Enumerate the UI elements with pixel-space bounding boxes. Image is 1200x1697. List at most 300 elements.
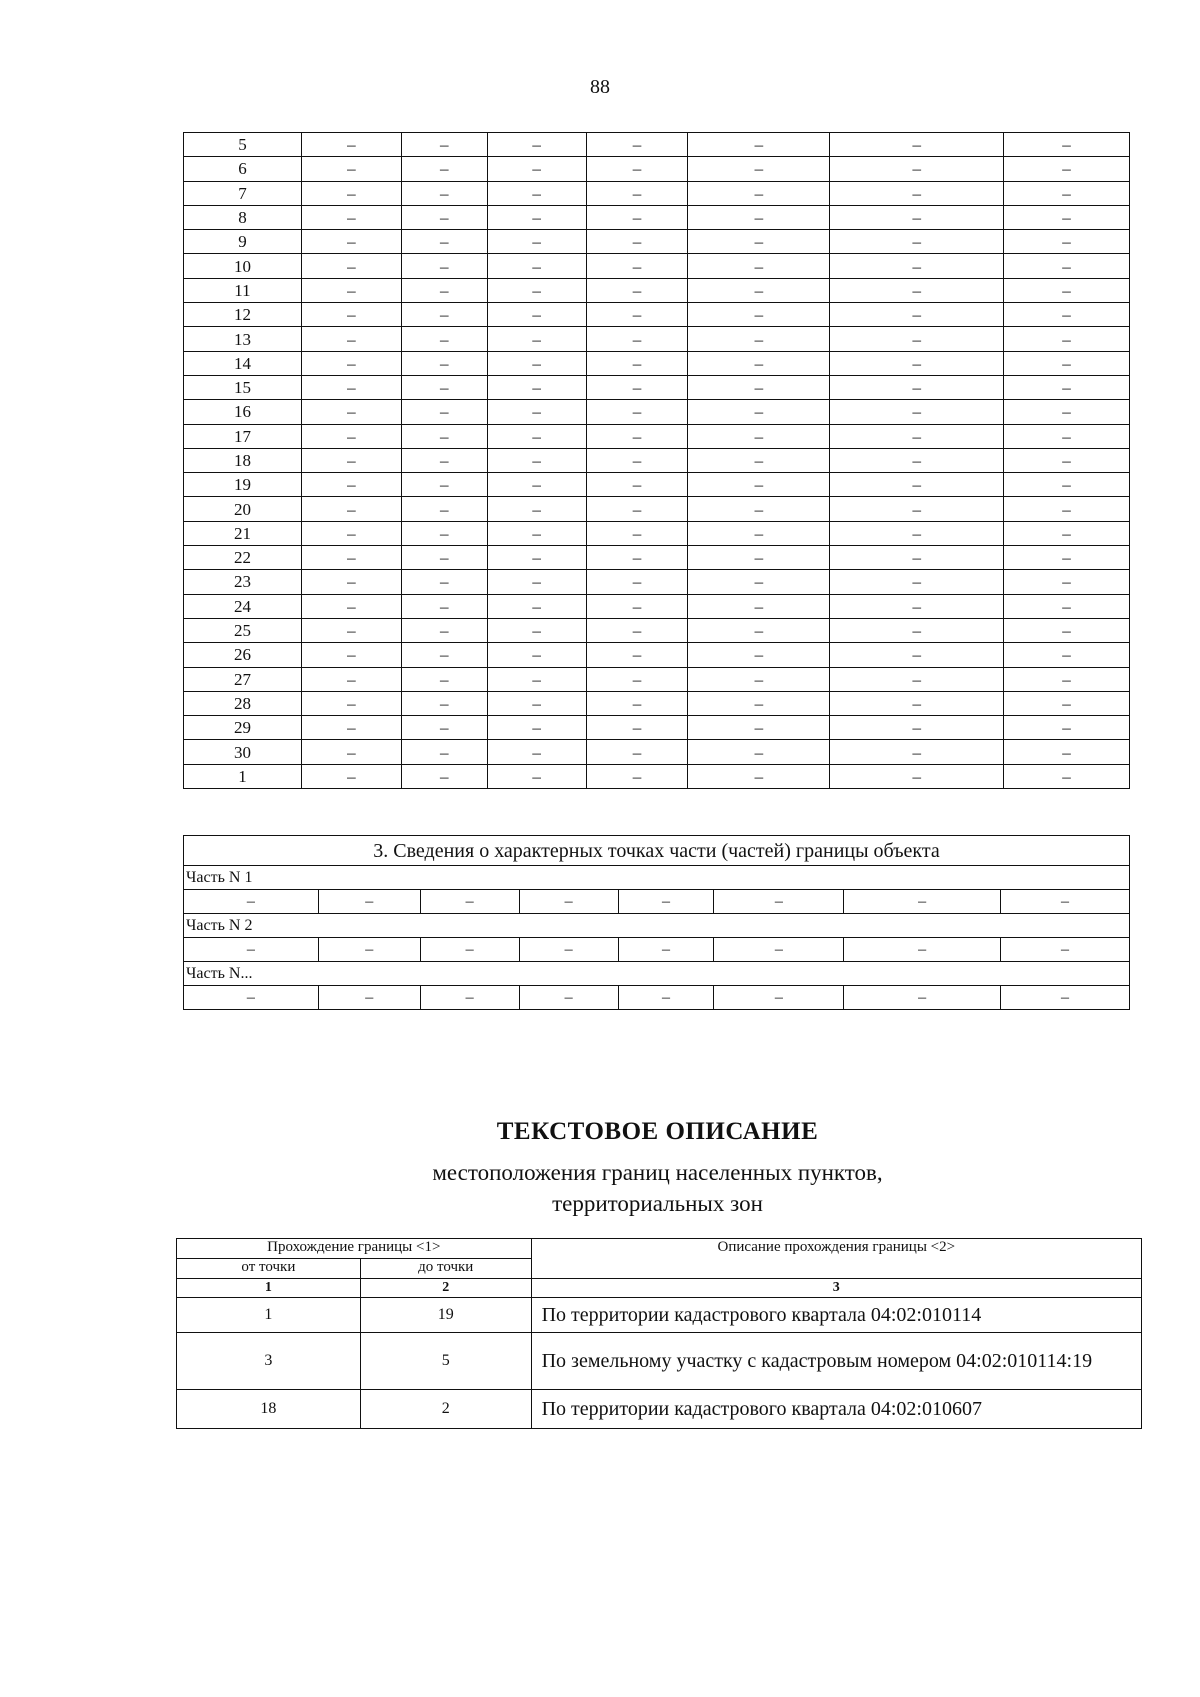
- table-cell: –: [688, 230, 830, 254]
- table-cell: –: [301, 740, 401, 764]
- table-cell: –: [401, 473, 487, 497]
- table-cell: –: [401, 351, 487, 375]
- point-number: 8: [184, 205, 302, 229]
- table-cell: –: [688, 546, 830, 570]
- table-cell: –: [401, 400, 487, 424]
- table-cell: –: [1004, 691, 1130, 715]
- object-parts-table: [183, 835, 1130, 1010]
- point-number: 27: [184, 667, 302, 691]
- point-number: 17: [184, 424, 302, 448]
- table-cell: –: [301, 254, 401, 278]
- header-boundary-passage: Прохождение границы <1>: [177, 1239, 532, 1259]
- to-point: 2: [360, 1390, 531, 1429]
- table-row: [184, 254, 1130, 278]
- table-row: [184, 473, 1130, 497]
- table-cell: –: [487, 254, 586, 278]
- table-cell: –: [714, 986, 844, 1010]
- point-number: 1: [184, 764, 302, 788]
- table-cell: –: [688, 497, 830, 521]
- point-number: 9: [184, 230, 302, 254]
- table-row: [184, 327, 1130, 351]
- from-point: 3: [177, 1333, 361, 1390]
- table-cell: –: [301, 716, 401, 740]
- table-cell: –: [586, 667, 688, 691]
- table-cell: –: [1004, 205, 1130, 229]
- table-cell: –: [301, 764, 401, 788]
- table-cell: –: [688, 594, 830, 618]
- table-row: [184, 375, 1130, 399]
- table-cell: –: [586, 157, 688, 181]
- table-cell: –: [688, 521, 830, 545]
- table-cell: –: [586, 230, 688, 254]
- point-number: 29: [184, 716, 302, 740]
- table-cell: –: [401, 570, 487, 594]
- header-from-point: от точки: [177, 1259, 361, 1279]
- table-cell: –: [586, 303, 688, 327]
- table-cell: –: [301, 230, 401, 254]
- table-cell: –: [618, 986, 714, 1010]
- table-cell: –: [420, 938, 519, 962]
- table-cell: –: [301, 278, 401, 302]
- table-cell: –: [487, 424, 586, 448]
- point-number: 30: [184, 740, 302, 764]
- table-cell: –: [714, 938, 844, 962]
- table-cell: –: [830, 205, 1004, 229]
- table-cell: –: [420, 986, 519, 1010]
- table-cell: –: [1004, 181, 1130, 205]
- table-row: [184, 351, 1130, 375]
- boundary-description: По территории кадастрового квартала 04:02:010607: [531, 1390, 1141, 1429]
- table-cell: –: [1004, 570, 1130, 594]
- table-cell: –: [618, 938, 714, 962]
- table-cell: –: [301, 400, 401, 424]
- to-point: 19: [360, 1298, 531, 1333]
- table-row: [184, 643, 1130, 667]
- table-cell: –: [688, 133, 830, 157]
- table-cell: –: [301, 497, 401, 521]
- table-cell: –: [401, 643, 487, 667]
- table-cell: –: [401, 278, 487, 302]
- table-cell: –: [1004, 716, 1130, 740]
- point-number: 14: [184, 351, 302, 375]
- table-cell: –: [1004, 497, 1130, 521]
- table-cell: –: [688, 351, 830, 375]
- table-cell: –: [1001, 890, 1130, 914]
- table-cell: –: [688, 400, 830, 424]
- table-cell: –: [830, 667, 1004, 691]
- table-cell: –: [688, 691, 830, 715]
- table-cell: –: [487, 400, 586, 424]
- table-cell: –: [1004, 230, 1130, 254]
- table-cell: –: [301, 375, 401, 399]
- table-cell: –: [688, 570, 830, 594]
- table-cell: –: [401, 764, 487, 788]
- table-cell: –: [830, 594, 1004, 618]
- table-cell: –: [301, 667, 401, 691]
- table-cell: –: [301, 521, 401, 545]
- boundary-description: По территории кадастрового квартала 04:02:010114: [531, 1298, 1141, 1333]
- table-row: [184, 400, 1130, 424]
- table-row: [184, 303, 1130, 327]
- table-cell: –: [1004, 448, 1130, 472]
- point-number: 10: [184, 254, 302, 278]
- table-cell: –: [830, 546, 1004, 570]
- table-cell: –: [830, 716, 1004, 740]
- table-cell: –: [586, 521, 688, 545]
- table-cell: –: [487, 205, 586, 229]
- table-cell: –: [1004, 764, 1130, 788]
- from-point: 1: [177, 1298, 361, 1333]
- table-cell: –: [487, 327, 586, 351]
- page-number: 88: [590, 76, 610, 98]
- table-cell: –: [301, 594, 401, 618]
- table-cell: –: [688, 375, 830, 399]
- table-cell: –: [301, 157, 401, 181]
- point-number: 26: [184, 643, 302, 667]
- point-number: 15: [184, 375, 302, 399]
- table-cell: –: [830, 303, 1004, 327]
- table-cell: –: [844, 890, 1001, 914]
- table-cell: –: [586, 133, 688, 157]
- table-row: [177, 1390, 1142, 1429]
- table-cell: –: [1004, 254, 1130, 278]
- table-row: [184, 157, 1130, 181]
- table-cell: –: [714, 890, 844, 914]
- point-number: 21: [184, 521, 302, 545]
- table-row: [184, 546, 1130, 570]
- table-cell: –: [830, 570, 1004, 594]
- table-row: [184, 230, 1130, 254]
- from-point: 18: [177, 1390, 361, 1429]
- point-number: 19: [184, 473, 302, 497]
- table-cell: –: [487, 521, 586, 545]
- table-row: [184, 497, 1130, 521]
- table-cell: –: [688, 254, 830, 278]
- point-number: 18: [184, 448, 302, 472]
- boundary-description: По земельному участку с кадастровым номером 04:02:010114:19: [531, 1333, 1141, 1390]
- table-cell: –: [830, 473, 1004, 497]
- table-cell: –: [688, 667, 830, 691]
- table-row: [184, 618, 1130, 642]
- part-label: Часть N 2: [184, 914, 1130, 938]
- table-cell: –: [1004, 303, 1130, 327]
- point-number: 6: [184, 157, 302, 181]
- table-cell: –: [487, 448, 586, 472]
- point-number: 12: [184, 303, 302, 327]
- table-cell: –: [830, 400, 1004, 424]
- table-cell: –: [401, 230, 487, 254]
- table-cell: –: [301, 473, 401, 497]
- point-number: 16: [184, 400, 302, 424]
- table-cell: –: [1004, 667, 1130, 691]
- table-cell: –: [688, 618, 830, 642]
- table-cell: –: [1004, 375, 1130, 399]
- table-row: [184, 764, 1130, 788]
- table-row: [184, 521, 1130, 545]
- point-number: 23: [184, 570, 302, 594]
- table-cell: –: [487, 157, 586, 181]
- table-cell: –: [519, 938, 618, 962]
- column-number: 1: [177, 1279, 361, 1298]
- table-cell: –: [487, 473, 586, 497]
- table-cell: –: [586, 448, 688, 472]
- table-cell: –: [487, 375, 586, 399]
- table-cell: –: [688, 327, 830, 351]
- table-row: [177, 1298, 1142, 1333]
- table-cell: –: [1004, 400, 1130, 424]
- table-cell: –: [318, 986, 420, 1010]
- part-label: Часть N 1: [184, 866, 1130, 890]
- table-cell: –: [1004, 521, 1130, 545]
- table-cell: –: [586, 351, 688, 375]
- table-row: [184, 133, 1130, 157]
- table-cell: –: [586, 691, 688, 715]
- table-cell: –: [1001, 938, 1130, 962]
- table-cell: –: [301, 303, 401, 327]
- table-cell: –: [586, 716, 688, 740]
- table-cell: –: [586, 400, 688, 424]
- table-cell: –: [401, 740, 487, 764]
- point-number: 22: [184, 546, 302, 570]
- part-label: Часть N...: [184, 962, 1130, 986]
- table-row: [184, 278, 1130, 302]
- table-cell: –: [1004, 327, 1130, 351]
- table-row: [184, 667, 1130, 691]
- boundary-points-table: [183, 132, 1130, 789]
- table-cell: –: [318, 938, 420, 962]
- table-cell: –: [401, 133, 487, 157]
- table-cell: –: [487, 230, 586, 254]
- table-cell: –: [586, 570, 688, 594]
- table-cell: –: [688, 740, 830, 764]
- table-cell: –: [301, 691, 401, 715]
- table-cell: –: [1004, 351, 1130, 375]
- table-cell: –: [688, 181, 830, 205]
- table-cell: –: [688, 303, 830, 327]
- table-cell: –: [586, 327, 688, 351]
- description-subtitle: территориальных зон: [552, 1191, 763, 1216]
- table-cell: –: [401, 157, 487, 181]
- table-row: [184, 938, 1130, 962]
- table-cell: –: [401, 594, 487, 618]
- table-cell: –: [586, 618, 688, 642]
- point-number: 20: [184, 497, 302, 521]
- table-cell: –: [301, 351, 401, 375]
- table-cell: –: [401, 716, 487, 740]
- table-cell: –: [301, 181, 401, 205]
- table-cell: –: [301, 448, 401, 472]
- table-cell: –: [487, 497, 586, 521]
- table-row: [184, 716, 1130, 740]
- table-cell: –: [1004, 278, 1130, 302]
- table-cell: –: [688, 157, 830, 181]
- table-cell: –: [830, 691, 1004, 715]
- table-cell: –: [586, 497, 688, 521]
- table-cell: –: [401, 691, 487, 715]
- table-cell: –: [301, 205, 401, 229]
- table-cell: –: [586, 594, 688, 618]
- table-cell: –: [618, 890, 714, 914]
- table-cell: –: [688, 278, 830, 302]
- table-cell: –: [401, 375, 487, 399]
- table-cell: –: [487, 570, 586, 594]
- table-cell: –: [401, 254, 487, 278]
- table-cell: –: [830, 740, 1004, 764]
- header-boundary-description: Описание прохождения границы <2>: [531, 1239, 1141, 1279]
- table-cell: –: [830, 424, 1004, 448]
- parts-table-title: 3. Сведения о характерных точках части (частей) границы объекта: [184, 836, 1130, 866]
- table-cell: –: [586, 473, 688, 497]
- table-cell: –: [487, 618, 586, 642]
- table-cell: –: [586, 546, 688, 570]
- table-cell: –: [487, 764, 586, 788]
- table-cell: –: [586, 254, 688, 278]
- point-number: 11: [184, 278, 302, 302]
- table-cell: –: [301, 618, 401, 642]
- table-cell: –: [586, 643, 688, 667]
- table-cell: –: [184, 938, 319, 962]
- table-cell: –: [487, 740, 586, 764]
- header-to-point: до точки: [360, 1259, 531, 1279]
- table-cell: –: [844, 986, 1001, 1010]
- point-number: 7: [184, 181, 302, 205]
- table-cell: –: [688, 424, 830, 448]
- point-number: 5: [184, 133, 302, 157]
- table-cell: –: [830, 764, 1004, 788]
- table-cell: –: [318, 890, 420, 914]
- table-cell: –: [401, 618, 487, 642]
- table-cell: –: [830, 181, 1004, 205]
- table-cell: –: [586, 181, 688, 205]
- table-cell: –: [487, 716, 586, 740]
- table-cell: –: [301, 327, 401, 351]
- table-cell: –: [1001, 986, 1130, 1010]
- table-cell: –: [688, 205, 830, 229]
- table-cell: –: [844, 938, 1001, 962]
- table-cell: –: [830, 618, 1004, 642]
- table-cell: –: [487, 594, 586, 618]
- table-row: [177, 1333, 1142, 1390]
- point-number: 28: [184, 691, 302, 715]
- table-cell: –: [586, 375, 688, 399]
- table-cell: –: [830, 157, 1004, 181]
- table-cell: –: [830, 230, 1004, 254]
- table-cell: –: [401, 303, 487, 327]
- table-cell: –: [830, 351, 1004, 375]
- table-row: [184, 205, 1130, 229]
- table-row: [184, 594, 1130, 618]
- table-cell: –: [688, 716, 830, 740]
- table-cell: –: [1004, 133, 1130, 157]
- table-cell: –: [487, 667, 586, 691]
- point-number: 13: [184, 327, 302, 351]
- table-cell: –: [586, 740, 688, 764]
- point-number: 24: [184, 594, 302, 618]
- table-cell: –: [688, 448, 830, 472]
- table-cell: –: [830, 448, 1004, 472]
- table-cell: –: [830, 375, 1004, 399]
- table-cell: –: [830, 327, 1004, 351]
- table-cell: –: [519, 890, 618, 914]
- table-cell: –: [688, 473, 830, 497]
- table-cell: –: [1004, 473, 1130, 497]
- description-subtitle: местоположения границ населенных пунктов,: [432, 1160, 883, 1185]
- table-cell: –: [1004, 643, 1130, 667]
- table-cell: –: [401, 546, 487, 570]
- table-cell: –: [301, 424, 401, 448]
- table-cell: –: [1004, 594, 1130, 618]
- table-cell: –: [487, 691, 586, 715]
- table-cell: –: [586, 205, 688, 229]
- table-row: [184, 740, 1130, 764]
- table-cell: –: [401, 497, 487, 521]
- table-cell: –: [401, 521, 487, 545]
- table-cell: –: [301, 133, 401, 157]
- table-cell: –: [830, 521, 1004, 545]
- table-cell: –: [519, 986, 618, 1010]
- table-cell: –: [1004, 424, 1130, 448]
- table-cell: –: [487, 133, 586, 157]
- table-cell: –: [420, 890, 519, 914]
- table-cell: –: [401, 205, 487, 229]
- table-row: [184, 570, 1130, 594]
- table-cell: –: [487, 278, 586, 302]
- table-cell: –: [586, 278, 688, 302]
- table-cell: –: [301, 570, 401, 594]
- to-point: 5: [360, 1333, 531, 1390]
- table-row: [184, 448, 1130, 472]
- table-cell: –: [830, 254, 1004, 278]
- table-cell: –: [487, 303, 586, 327]
- table-cell: –: [487, 546, 586, 570]
- table-cell: –: [401, 181, 487, 205]
- table-cell: –: [184, 890, 319, 914]
- boundary-description-table: [176, 1238, 1142, 1429]
- table-cell: –: [688, 643, 830, 667]
- table-cell: –: [401, 327, 487, 351]
- table-cell: –: [184, 986, 319, 1010]
- table-cell: –: [688, 764, 830, 788]
- table-cell: –: [586, 764, 688, 788]
- table-row: [184, 890, 1130, 914]
- table-cell: –: [1004, 157, 1130, 181]
- table-cell: –: [586, 424, 688, 448]
- column-number: 2: [360, 1279, 531, 1298]
- table-cell: –: [401, 448, 487, 472]
- table-cell: –: [830, 133, 1004, 157]
- table-cell: –: [487, 351, 586, 375]
- table-row: [184, 691, 1130, 715]
- column-number: 3: [531, 1279, 1141, 1298]
- table-cell: –: [830, 643, 1004, 667]
- table-cell: –: [830, 278, 1004, 302]
- table-cell: –: [401, 667, 487, 691]
- description-title: ТЕКСТОВОЕ ОПИСАНИЕ: [496, 1118, 819, 1145]
- table-row: [184, 424, 1130, 448]
- table-cell: –: [487, 643, 586, 667]
- point-number: 25: [184, 618, 302, 642]
- table-row: [184, 181, 1130, 205]
- table-cell: –: [1004, 740, 1130, 764]
- table-row: [184, 986, 1130, 1010]
- table-cell: –: [401, 424, 487, 448]
- table-cell: –: [1004, 618, 1130, 642]
- table-cell: –: [487, 181, 586, 205]
- table-cell: –: [301, 643, 401, 667]
- table-cell: –: [830, 497, 1004, 521]
- table-cell: –: [1004, 546, 1130, 570]
- table-cell: –: [301, 546, 401, 570]
